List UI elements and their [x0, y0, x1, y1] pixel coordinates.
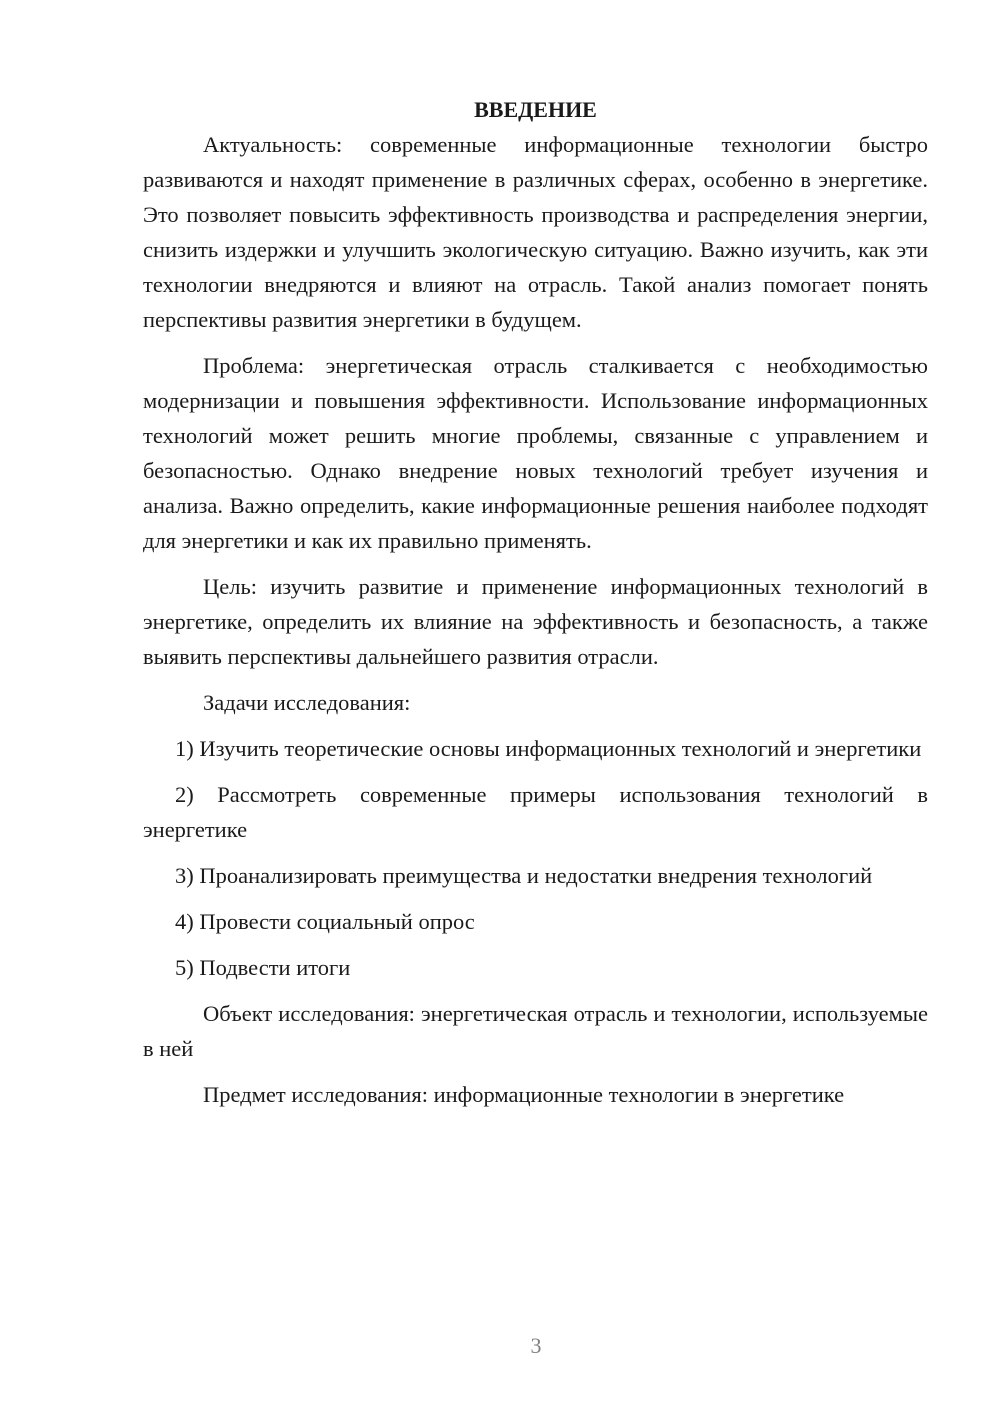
task-item-5: 5) Подвести итоги [175, 955, 351, 980]
task-item-2: 2) Рассмотреть современные примеры использования технологий в энергетике [143, 782, 928, 842]
section-heading: ВВЕДЕНИЕ [474, 97, 597, 122]
paragraph-problem: Проблема: энергетическая отрасль сталкивается с необходимостью модернизации и повышения эффективности. Использование информационных технологий может решить многие проблемы, связанные с управлением и безопасностью. Однако внедрение новых технологий требует изучения и анализа. Важно определить, какие информационные решения наиболее подходят для энергетики и как их правильно применять. [143, 353, 928, 553]
document-body [143, 92, 928, 1123]
task-item-3: 3) Проанализировать преимущества и недостатки внедрения технологий [175, 863, 873, 888]
task-item-4: 4) Провести социальный опрос [175, 909, 475, 934]
paragraph-relevance: Актуальность: современные информационные технологии быстро развиваются и находят применение в различных сферах, особенно в энергетике. Это позволяет повысить эффективность производства и распределения энергии, снизить издержки и улучшить экологическую ситуацию. Важно изучить, как эти технологии внедряются и влияют на отрасль. Такой анализ помогает понять перспективы развития энергетики в будущем. [143, 132, 928, 332]
paragraph-subject: Предмет исследования: информационные технологии в энергетике [203, 1082, 845, 1107]
page-number: 3 [530, 1333, 542, 1358]
task-item-1: 1) Изучить теоретические основы информационных технологий и энергетики [175, 736, 922, 761]
paragraph-goal: Цель: изучить развитие и применение информационных технологий в энергетике, определить их влияние на эффективность и безопасность, а также выявить перспективы дальнейшего развития отрасли. [143, 574, 928, 669]
paragraph-object: Объект исследования: энергетическая отрасль и технологии, используемые в ней [143, 1001, 928, 1061]
paragraph-tasks-intro: Задачи исследования: [203, 690, 411, 715]
